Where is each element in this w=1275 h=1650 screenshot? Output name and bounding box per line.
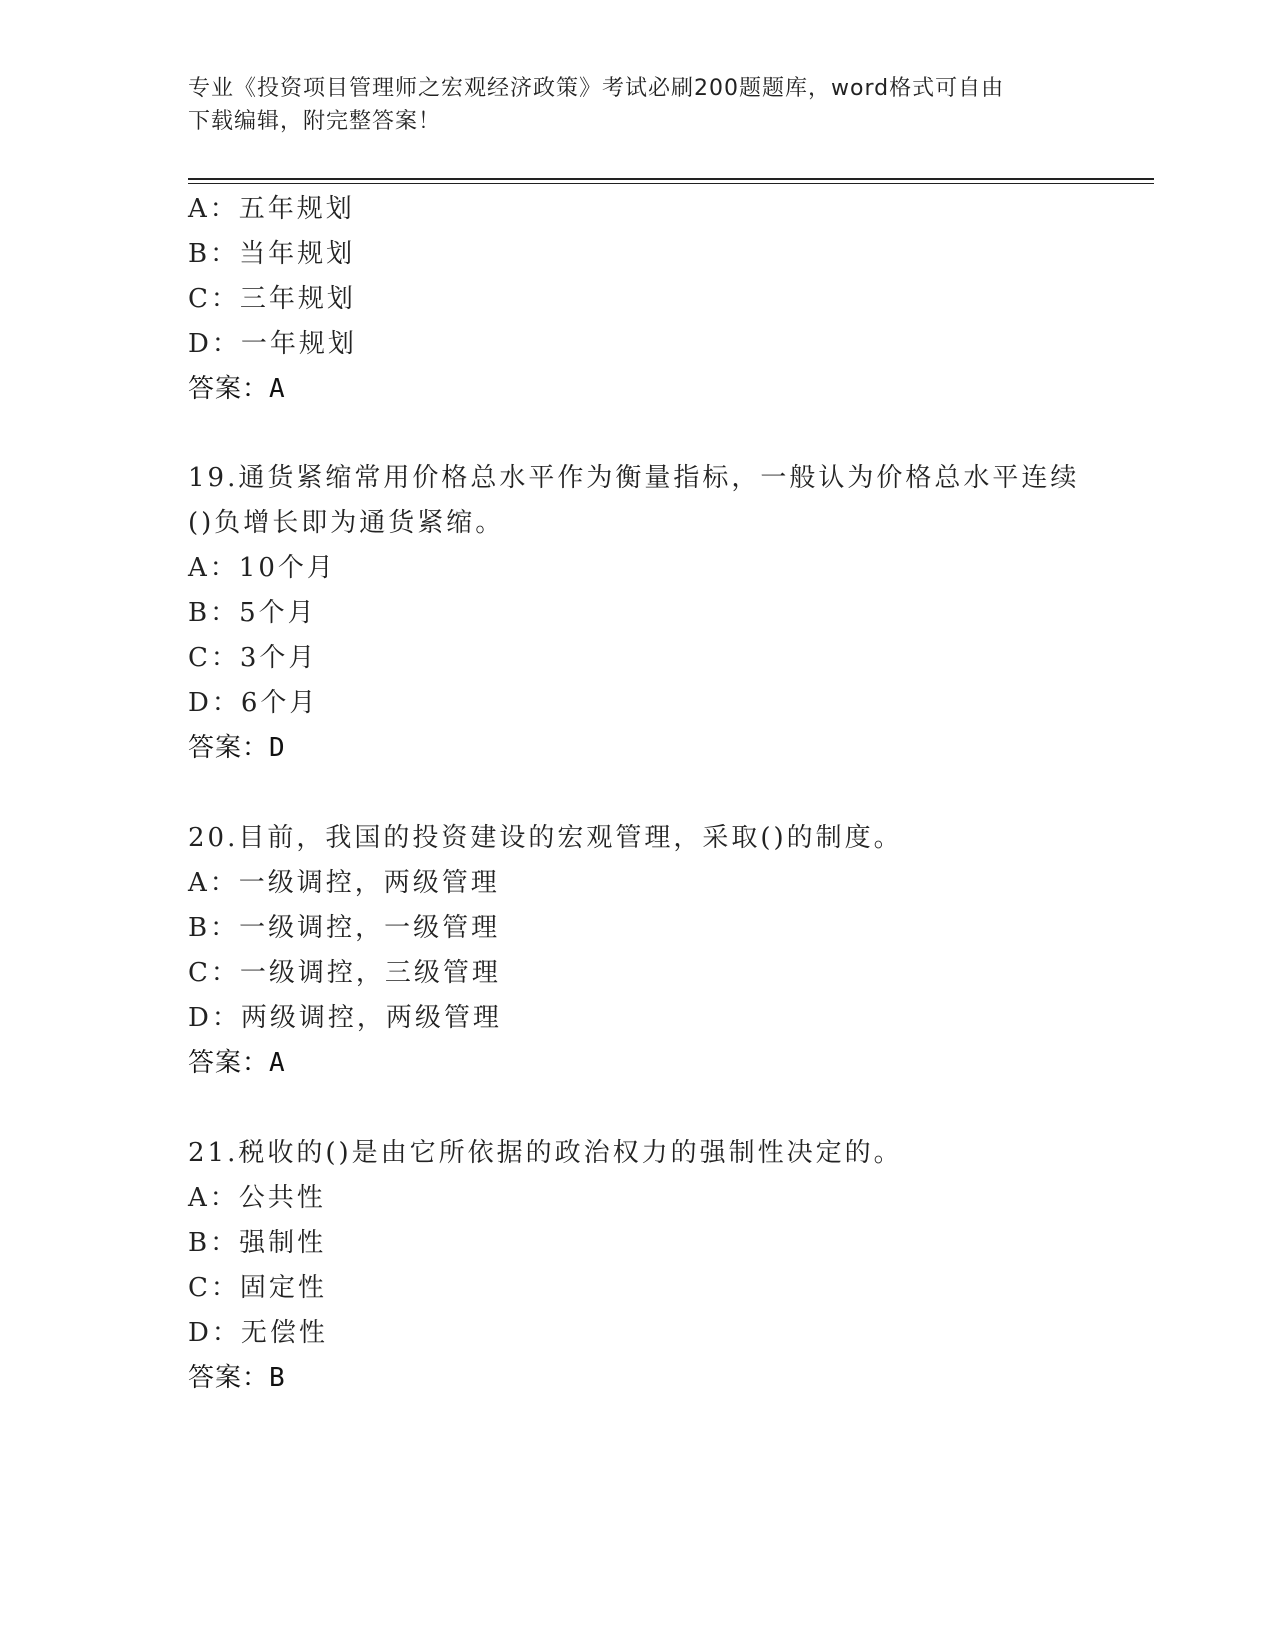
- q21-option-c: C：固定性: [188, 1273, 327, 1303]
- answer-label: 答案：: [188, 733, 270, 763]
- prev-option-d: D：一年规划: [188, 329, 357, 359]
- q19-option-a: A：10个月: [188, 553, 336, 583]
- q21-option-d: D：无偿性: [188, 1318, 328, 1348]
- q20-option-a: A：一级调控，两级管理: [188, 868, 500, 898]
- q20-stem-line-1: 20.目前，我国的投资建设的宏观管理，采取()的制度。: [188, 823, 903, 853]
- q21-answer: [188, 1362, 285, 1394]
- header-divider-thin: [188, 183, 1154, 184]
- prev-option-c: C：三年规划: [188, 284, 356, 314]
- answer-label: 答案：: [188, 1048, 270, 1078]
- header-line-2: 下载编辑，附完整答案！: [188, 109, 442, 134]
- answer-label: 答案：: [188, 374, 270, 404]
- q19-option-b: B：5个月: [188, 598, 317, 628]
- prev-answer: [188, 373, 285, 405]
- header-line-1: 专业《投资项目管理师之宏观经济政策》考试必刷200题题库，word格式可自由: [188, 76, 1005, 101]
- q19-stem-line-1: 19.通货紧缩常用价格总水平作为衡量指标，一般认为价格总水平连续: [188, 463, 1080, 493]
- answer-value: A: [269, 1048, 285, 1078]
- q20-option-c: C：一级调控，三级管理: [188, 958, 501, 988]
- q20-option-b: B：一级调控，一级管理: [188, 913, 501, 943]
- q20-option-d: D：两级调控，两级管理: [188, 1003, 502, 1033]
- header-divider-thick: [188, 178, 1154, 180]
- q20-answer: [188, 1047, 285, 1079]
- answer-value: D: [269, 733, 285, 763]
- prev-option-b: B：当年规划: [188, 239, 356, 269]
- q19-answer: [188, 732, 285, 764]
- document-header: [188, 72, 1088, 138]
- q19-option-c: C：3个月: [188, 643, 318, 673]
- answer-label: 答案：: [188, 1363, 270, 1393]
- answer-value: A: [269, 374, 285, 404]
- q21-option-a: A：公共性: [188, 1183, 326, 1213]
- q21-stem-line-1: 21.税收的()是由它所依据的政治权力的强制性决定的。: [188, 1138, 903, 1168]
- q19-stem-line-2: ()负增长即为通货紧缩。: [188, 508, 505, 538]
- q21-option-b: B：强制性: [188, 1228, 327, 1258]
- q19-option-d: D：6个月: [188, 688, 319, 718]
- answer-value: B: [269, 1363, 285, 1393]
- prev-option-a: A：五年规划: [188, 194, 355, 224]
